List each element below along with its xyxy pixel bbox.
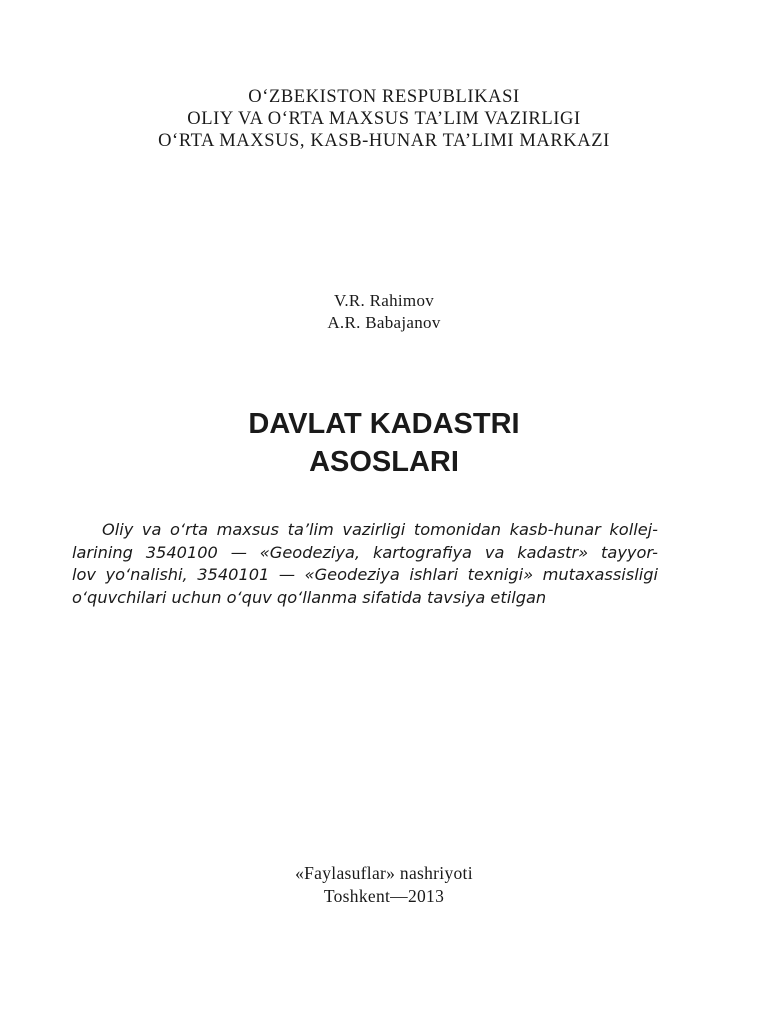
recommendation-line: lov yo‘nalishi, 3540101 — «Geodeziya ishlari texnigi» mutaxassisligi xyxy=(72,565,658,584)
header-line-ministry: OLIY VA O‘RTA MAXSUS TA’LIM VAZIRLIGI xyxy=(187,109,581,129)
book-title xyxy=(0,405,768,481)
recommendation-line: Oliy va o‘rta maxsus ta’lim vazirligi tomonidan kasb-hunar kollej- xyxy=(102,520,658,539)
authors-block xyxy=(0,290,768,334)
publisher-block xyxy=(0,862,768,908)
book-title-line: ASOSLARI xyxy=(309,446,459,478)
book-title-line: DAVLAT KADASTRI xyxy=(248,408,520,440)
ministry-header xyxy=(0,86,768,152)
header-line-center: O‘RTA MAXSUS, KASB-HUNAR TA’LIMI MARKAZI xyxy=(158,131,610,151)
recommendation-paragraph xyxy=(72,519,658,609)
recommendation-line: larining 3540100 — «Geodeziya, kartografiya va kadastr» tayyor- xyxy=(72,542,658,562)
publication-place-year: Toshkent—2013 xyxy=(323,886,445,906)
header-line-republic: O‘ZBEKISTON RESPUBLIKASI xyxy=(248,87,520,107)
author-name: V.R. Rahimov xyxy=(333,291,435,310)
author-name: A.R. Babajanov xyxy=(327,313,441,332)
recommendation-line: o‘quvchilari uchun o‘quv qo‘llanma sifatida tavsiya etilgan xyxy=(72,587,547,607)
publisher-name: «Faylasuflar» nashriyoti xyxy=(295,863,473,883)
